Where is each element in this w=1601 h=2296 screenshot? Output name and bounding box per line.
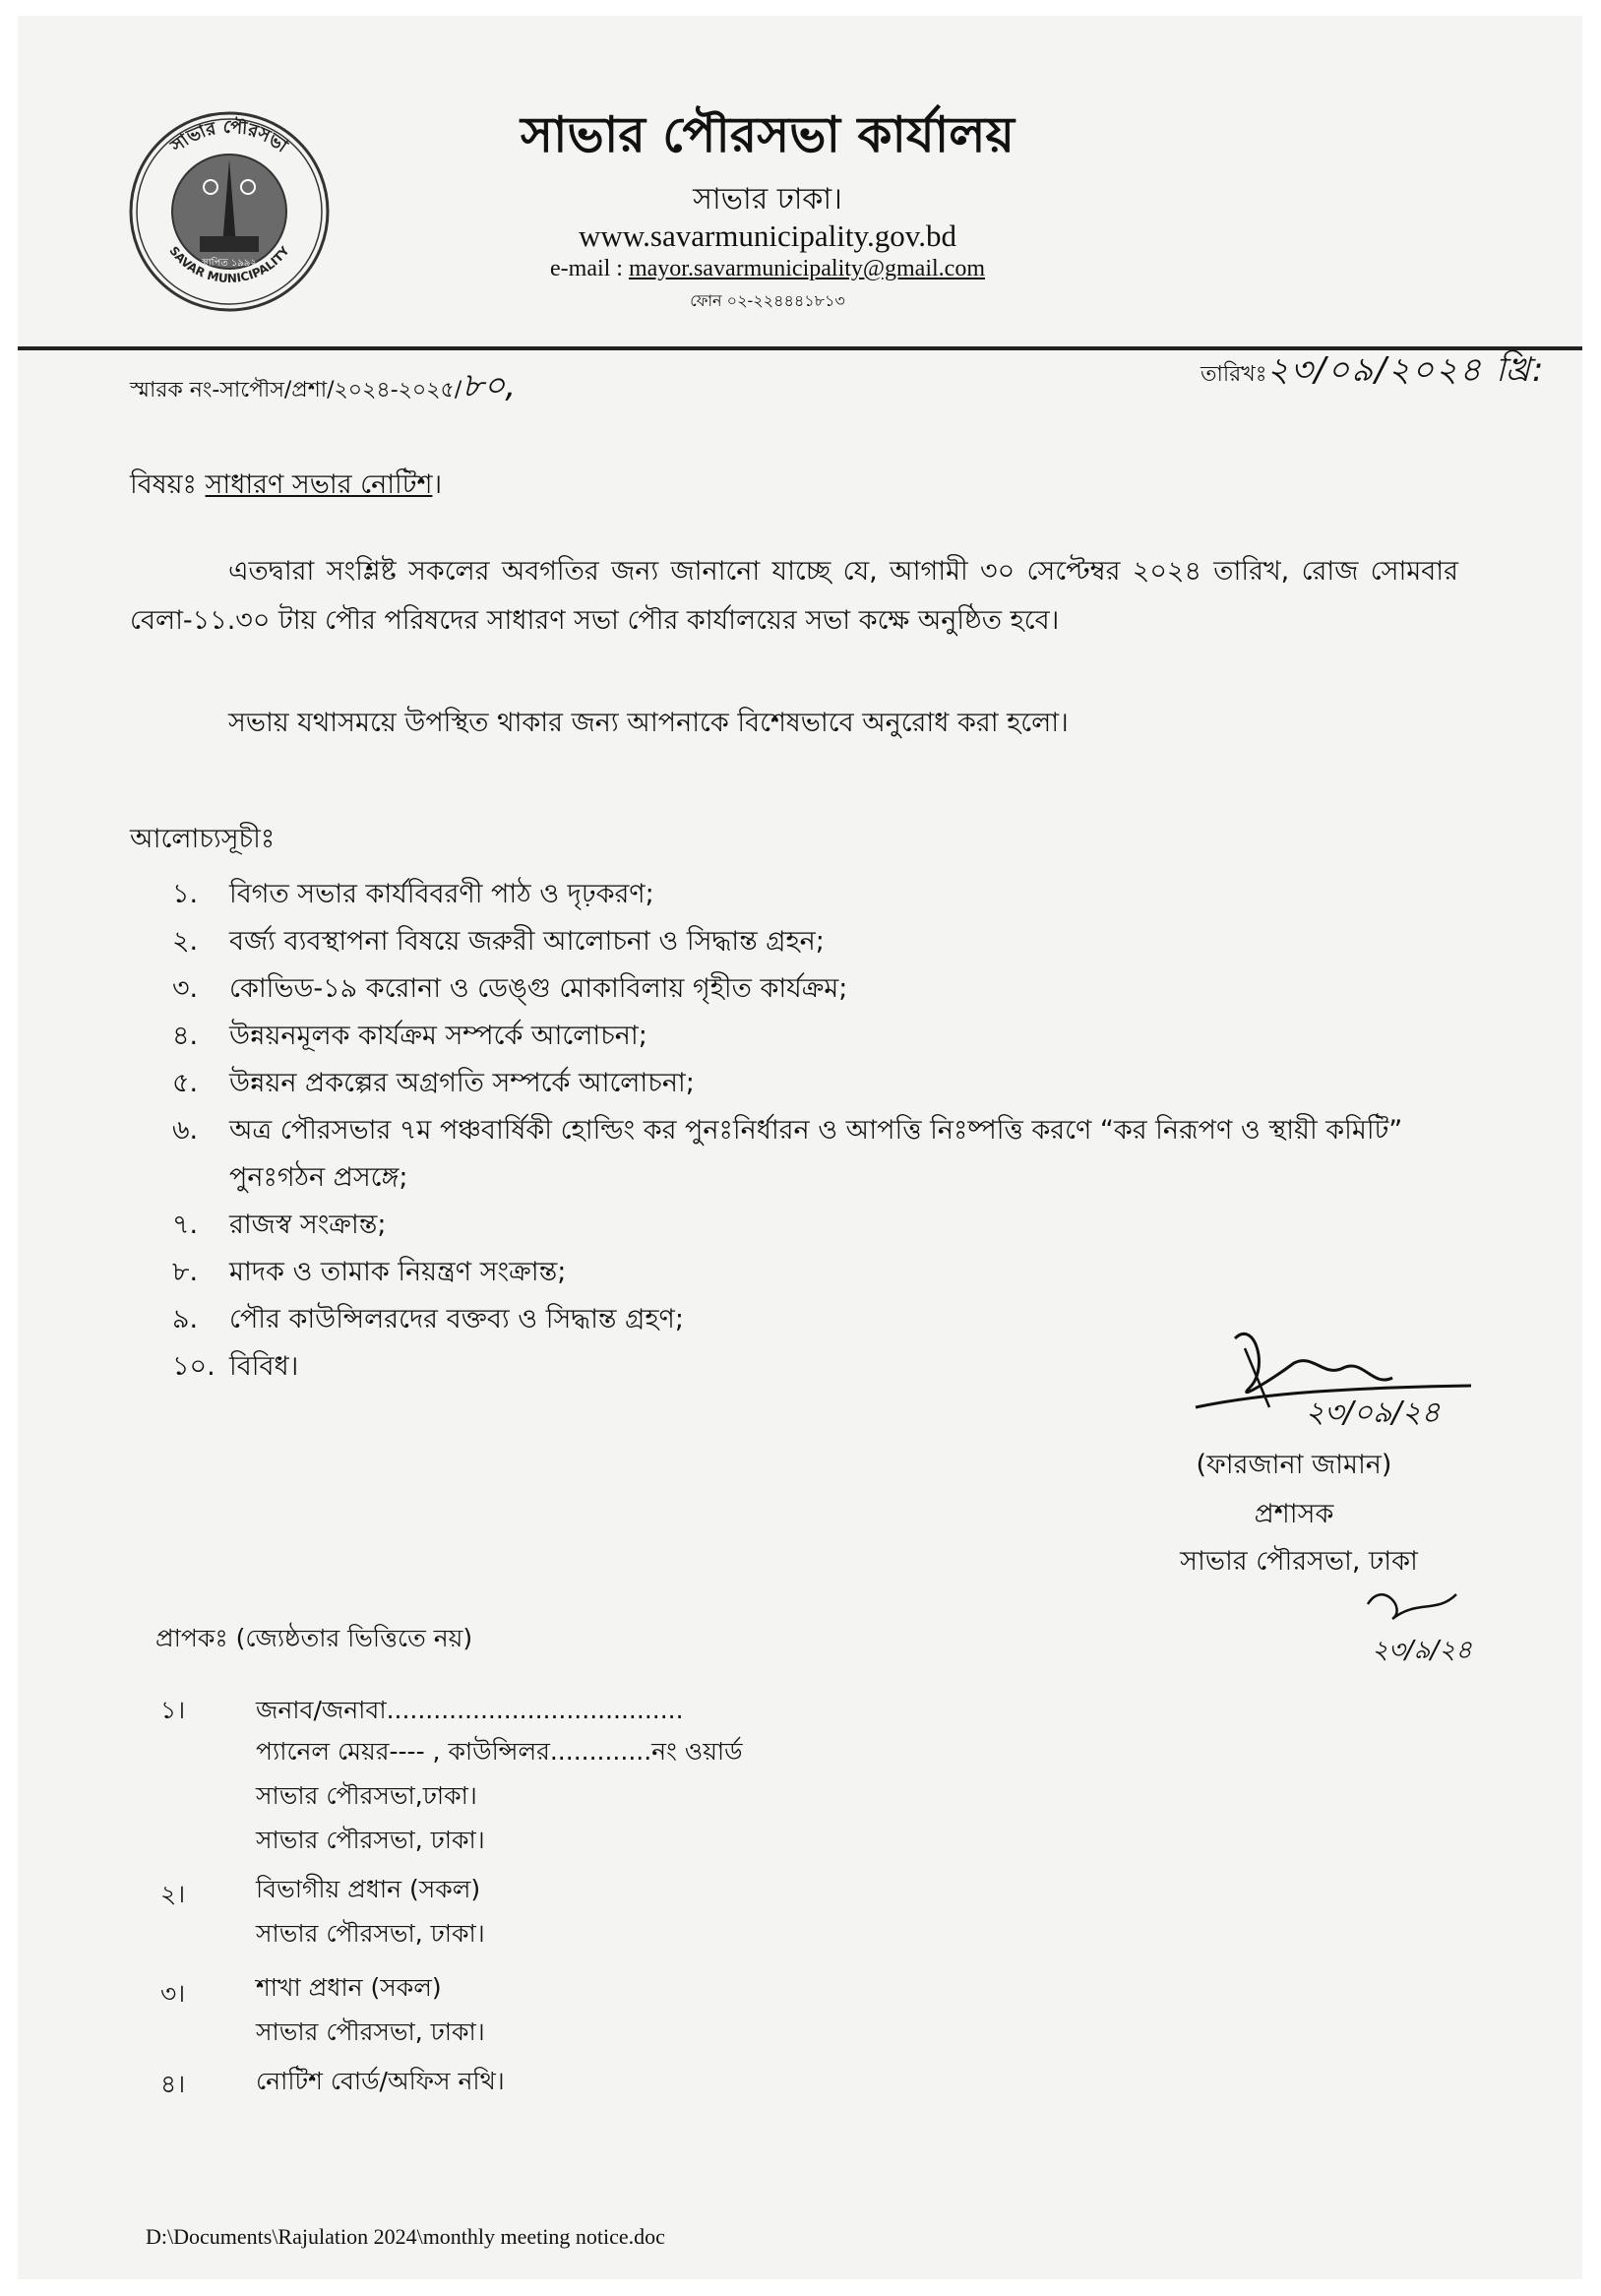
agenda-item-number: ১. xyxy=(172,879,199,909)
signatory-office: সাভার পৌরসভা, ঢাকা xyxy=(1180,1546,1418,1577)
recipient-number: ৪। xyxy=(160,2070,186,2098)
subject-text: সাধারণ সভার নোটিশ xyxy=(205,469,433,500)
recipient-number: ২। xyxy=(160,1880,186,1908)
email-line xyxy=(472,256,1063,282)
municipality-seal-logo xyxy=(126,108,333,315)
agenda-item-text: বিগত সভার কার্যবিবরণী পাঠ ও দৃঢ়করণ; xyxy=(229,879,654,909)
recipients-title: প্রাপকঃ (জ্যেষ্ঠতার ভিত্তিতে নয়) xyxy=(155,1624,473,1652)
website-link[interactable]: www.savarmunicipality.gov.bd xyxy=(579,218,956,253)
agenda-item-number: ২. xyxy=(172,926,199,957)
agenda-item-text: উন্নয়নমূলক কার্যক্রম সম্পর্কে আলোচনা; xyxy=(229,1021,647,1051)
agenda-item-number: ৯. xyxy=(172,1304,199,1334)
subject-end: । xyxy=(432,469,443,500)
office-title: সাভার পৌরসভা কার্যালয় xyxy=(521,106,1015,163)
recipient-line: নোটিশ বোর্ড/অফিস নথি। xyxy=(256,2067,505,2095)
memo-reference-label: স্মারক নং-সাপৌস/প্রশা/২০২৪-২০২৫/ xyxy=(130,378,462,403)
office-location: সাভার ঢাকা। xyxy=(693,182,842,217)
agenda-item-text: উন্নয়ন প্রকল্পের অগ্রগতি সম্পর্কে আলোচনা; xyxy=(229,1068,695,1098)
signature-date: ২৩/০৯/২৪ xyxy=(1305,1396,1441,1430)
recipient-number: ৩। xyxy=(160,1979,186,2008)
memo-date-label: তারিখঃ xyxy=(1201,362,1267,387)
initials-date: ২৩/৯/২৪ xyxy=(1372,1636,1472,1665)
handwritten-initials xyxy=(1348,1575,1496,1673)
agenda-item-text: পৌর কাউন্সিলরদের বক্তব্য ও সিদ্ধান্ত গ্রহণ; xyxy=(229,1304,684,1334)
phone-number: ফোন ০২-২২৪৪৪১৮১৩ xyxy=(690,291,845,310)
recipient-line: সাভার পৌরসভা, ঢাকা। xyxy=(256,2017,485,2046)
agenda-item xyxy=(172,1060,1471,1107)
agenda-item-text: মাদক ও তামাক নিয়ন্ত্রণ সংক্রান্ত; xyxy=(229,1257,567,1287)
recipient-line: প্যানেল মেয়র---- , কাউন্সিলর.............নং ওয়ার্ড xyxy=(256,1737,743,1766)
agenda-item-number: ৬. xyxy=(172,1115,199,1146)
agenda-item-number: ৭. xyxy=(172,1210,199,1240)
agenda-item xyxy=(172,965,1471,1013)
agenda-item xyxy=(172,1202,1471,1249)
subject-line xyxy=(130,465,442,509)
agenda-item-text: বর্জ্য ব্যবস্থাপনা বিষয়ে জরুরী আলোচনা ও সিদ্ধান্ত গ্রহন; xyxy=(229,926,825,957)
memo-date xyxy=(1201,344,1545,401)
recipient-line: সাভার পৌরসভা,ঢাকা। xyxy=(256,1781,477,1810)
memo-reference xyxy=(130,360,516,416)
email-label: e-mail : xyxy=(550,256,629,281)
memo-date-handwritten: ২৩/০৯/২০২৪ খ্রি: xyxy=(1266,350,1546,390)
agenda-item-number: ৩. xyxy=(172,973,199,1004)
agenda-item-text: বিবিধ। xyxy=(229,1351,299,1382)
agenda-item xyxy=(172,871,1471,918)
subject-label: বিষয়ঃ xyxy=(130,469,206,500)
agenda-item-text: কোভিড-১৯ করোনা ও ডেঙ্গু মোকাবিলায় গৃহীত কার্যক্রম; xyxy=(229,973,848,1004)
recipient-line: সাভার পৌরসভা, ঢাকা। xyxy=(256,1826,485,1854)
seal-year: স্থাপিত ১৯৯২ xyxy=(202,258,257,269)
recipient-line: বিভাগীয় প্রধান (সকল) xyxy=(256,1875,481,1903)
agenda-item-text: অত্র পৌরসভার ৭ম পঞ্চবার্ষিকী হোল্ডিং কর পুনঃনির্ধারন ও আপত্তি নিঃষ্পত্তি করণে “কর নিরূপণ ও স্থায়ী কমিটি” পুনঃগঠন প্রসঙ্গে; xyxy=(229,1115,1403,1193)
seal-top-text: সাভার পৌরসভা xyxy=(166,116,292,157)
recipient-line: শাখা প্রধান (সকল) xyxy=(256,1973,442,2002)
agenda-title: আলোচ্যসূচীঃ xyxy=(130,824,276,854)
signatory-name: (ফারজানা জামান) xyxy=(1196,1450,1392,1480)
agenda-item-number: ৪. xyxy=(172,1021,199,1051)
svg-text:সাভার পৌরসভা xyxy=(166,115,292,156)
agenda-item-number: ১০. xyxy=(172,1351,216,1382)
signatory-title: প্রশাসক xyxy=(1254,1499,1334,1529)
agenda-item xyxy=(172,918,1471,965)
recipient-line: সাভার পৌরসভা, ঢাকা। xyxy=(256,1919,485,1948)
notice-paragraph-2: সভায় যথাসময়ে উপস্থিত থাকার জন্য আপনাকে বিশেষভাবে অনুরোধ করা হলো। xyxy=(228,708,1069,738)
agenda-item xyxy=(172,1107,1471,1202)
notice-paragraph-1: এতদ্বারা সংশ্লিষ্ট সকলের অবগতির জন্য জানানো যাচ্ছে যে, আগামী ৩০ সেপ্টেম্বর ২০২৪ তারিখ, রোজ সোমবার বেলা-১১.৩০ টায় পৌর পরিষদের সাধারণ সভা পৌর কার্যালয়ের সভা কক্ষে অনুষ্ঠিত হবে। xyxy=(130,556,1458,636)
agenda-item-text: রাজস্ব সংক্রান্ত; xyxy=(229,1210,387,1240)
email-link[interactable]: mayor.savarmunicipality@gmail.com xyxy=(628,256,985,281)
file-path-footer: D:\Documents\Rajulation 2024\monthly meeting notice.doc xyxy=(146,2224,665,2249)
recipient-number: ১। xyxy=(160,1696,186,1724)
agenda-item xyxy=(172,1013,1471,1060)
agenda-item-number: ৮. xyxy=(172,1257,199,1287)
memo-reference-handwritten: ৮০, xyxy=(462,366,517,405)
seal-bottom-text: SAVAR MUNICIPALITY xyxy=(166,243,292,286)
handwritten-signature xyxy=(1176,1309,1491,1447)
recipient-line: জনাব/জনাবা...................................... xyxy=(256,1696,684,1724)
agenda-item xyxy=(172,1249,1471,1296)
agenda-item-number: ৫. xyxy=(172,1068,199,1098)
